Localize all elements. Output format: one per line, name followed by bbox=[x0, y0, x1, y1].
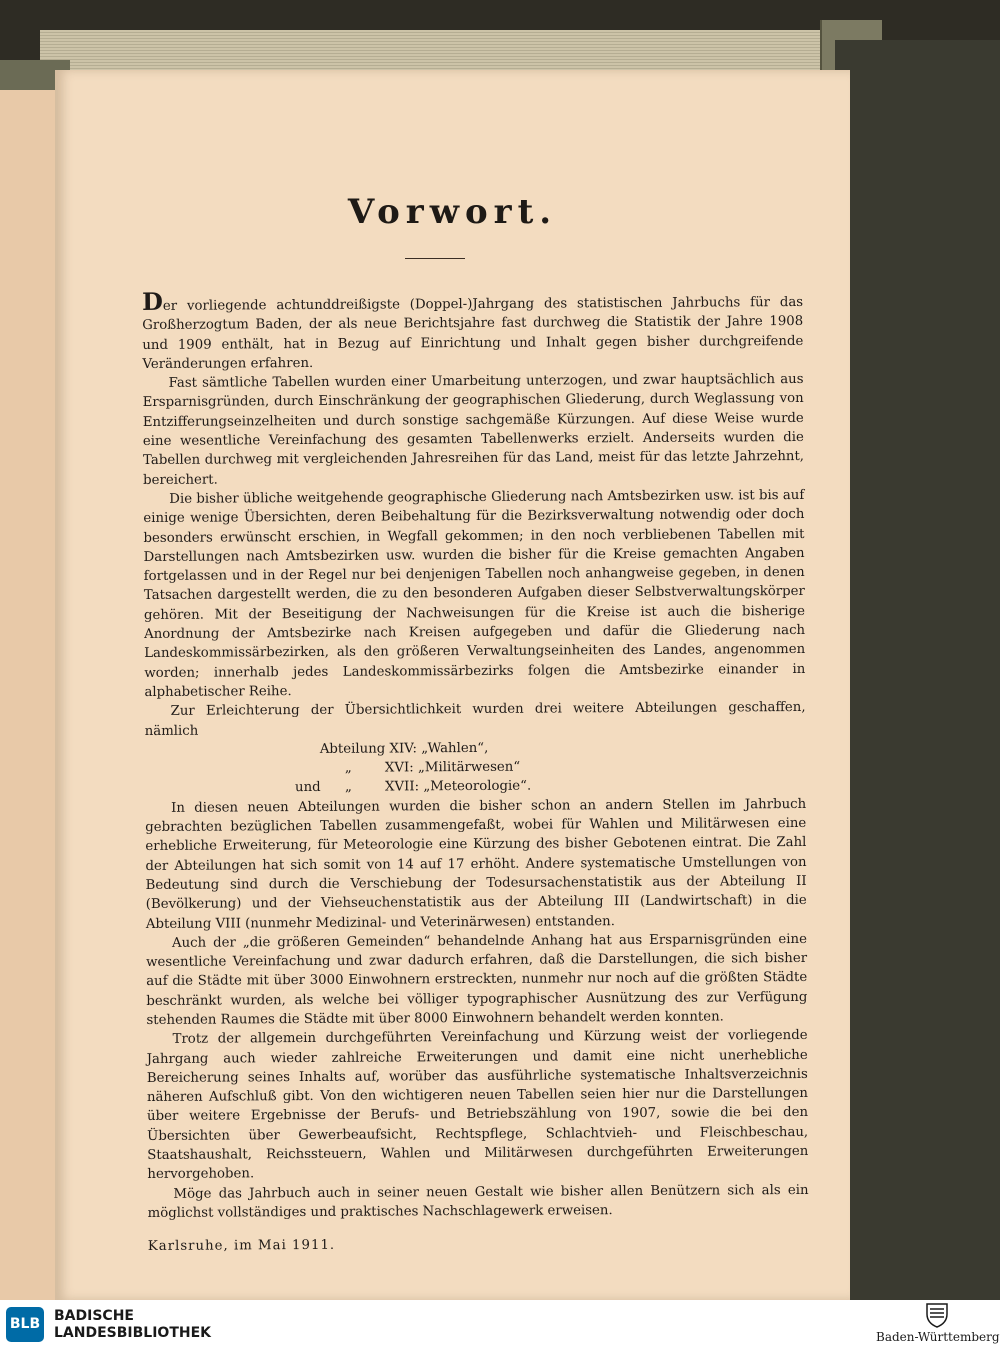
book-cover-right bbox=[835, 40, 1000, 1300]
paragraph-2: Fast sämtliche Tabellen wurden einer Umarbeitung unterzogen, und zwar hauptsächlich aus Ersparnisgründen, durch Einschränkung der geographischen Gliederung, durch Weglassung von Entzifferungseinzelheiten und durch sonstige sachgemäße Kürzungen. Auf diese Weise wurde eine wesentliche Vereinfachung des gesamten Tabellenwerks erzielt. Anderseits wurden die Tabellen durchweg mit vergleichenden Jahresreihen für das Land, meist für das letzte Jahrzehnt, bereichert. bbox=[142, 372, 805, 488]
division-label: XVI: „Militärwesen“ bbox=[384, 759, 521, 776]
und-word: und bbox=[294, 780, 321, 796]
blb-name-line1: BADISCHE bbox=[54, 1308, 134, 1324]
drop-cap: D bbox=[141, 286, 163, 316]
blb-logo[interactable]: BLB bbox=[6, 1307, 44, 1342]
division-xvii bbox=[145, 775, 806, 798]
body-text bbox=[142, 288, 809, 1257]
footer-bar bbox=[0, 1300, 1000, 1349]
paragraph-4: Zur Erleichterung der Übersichtlichkeit wurden drei weitere Abteilungen geschaffen, nämlich bbox=[144, 700, 806, 739]
paragraph-7: Trotz der allgemein durchgeführten Vereinfachung und Kürzung weist der vorliegende Jahrgang auch wieder zahlreiche Erweiterungen und damit eine nicht unerhebliche Bereicherung seines Inhalts auf, worüber das ausführliche systematische Inhaltsverzeichnis näheren Aufschluß gibt. Von den wichtigeren neuen Tabellen seien hier nur die Darstellungen über weitere Ergebnisse der Berufs- und Betriebszählung von 1907, sowie die bei den Übersichten über Gewerbeaufsicht, Rechtspflege, Schlachtvieh- und Fleischbeschau, Staatshaushalt, Reichssteuern, Wahlen und Militärwesen durchgeführten Erweiterungen hervorgehoben. bbox=[146, 1028, 809, 1183]
paragraph-6: Auch der „die größeren Gemeinden“ behandelnde Anhang hat aus Ersparnisgründen eine wesentliche Vereinfachung und zwar dadurch erfahren, daß die Darstellungen, die sich bisher auf die Städte mit über 3000 Einwohnern erstreckten, nunmehr nur noch auf die größten Städte beschränkt wurden, als welche bei völliger typographischer Ausnützung des zur Verfügung stehenden Raumes die Städte mit über 8000 Einwohnern behandelt werden konnten. bbox=[146, 931, 808, 1028]
coat-of-arms-icon bbox=[925, 1302, 949, 1328]
blb-name[interactable] bbox=[54, 1308, 211, 1342]
title-rule bbox=[405, 258, 465, 259]
paragraph-8: Möge das Jahrbuch auch in seiner neuen Gestalt wie bisher allen Benützern sich als ein möglichst vollständiges und praktisches Nachschlagewerk erweisen. bbox=[147, 1182, 809, 1221]
document-page bbox=[55, 70, 850, 1300]
ditto-mark: „ bbox=[344, 760, 352, 776]
baden-wuerttemberg-label: Baden-Württemberg bbox=[876, 1330, 1000, 1344]
paragraph-1-text: er vorliegende achtunddreißigste (Doppel-)Jahrgang des statistischen Jahrbuchs für das Großherzogtum Baden, der als neue Berichtsjahre fast durchweg die Statistik der Jahre 1908 und 1909 enthält, hat in Bezug auf Einrichtung und Inhalt gegen bisher durchgreifende Veränderungen erfahren. bbox=[142, 294, 804, 372]
paragraph-3: Die bisher übliche weitgehende geographische Gliederung nach Amtsbezirken usw. ist bis auf einige wenige Übersichten, deren Beibehaltung für die Bezirksverwaltung notwendig oder doch besonders erwünscht erschien, in Wegfall gekommen; in den noch verbliebenen Tabellen mit Darstellungen nach Amtsbezirken usw. wurden die bisher für die Kreise gemachten Angaben fortgelassen und in der Regel nur bei denjenigen Tabellen noch anhangweise gegeben, in denen Tatsachen dargestellt werden, die zu den besonderen Aufgaben dieser Selbstverwaltungskörper gehören. Mit der Beseitigung der Nachweisungen für die Kreise ist auch die bisherige Anordnung der Amtsbezirke nach Kreisen aufgegeben und dafür die Gliederung nach Landeskommissärbezirken, als den größeren Verwaltungseinheiten des Landes, angenommen worden; innerhalb jedes Landeskommissärbezirks folgen die Amtsbezirke einander in alphabetischer Reihe. bbox=[143, 487, 806, 700]
place-date-signature: Karlsruhe, im Mai 1911. bbox=[147, 1238, 336, 1255]
paragraph-5: In diesen neuen Abteilungen wurden die bisher schon an andern Stellen im Jahrbuch gebrachten bezüglichen Tabellen zusammengefaßt, wobei für Wahlen und Militärwesen eine erhebliche Erweiterung, für Meteorologie eine Kürzung des bisher Gebotenen eintrat. Die Zahl der Abteilungen hat sich somit von 14 auf 17 erhöht. Andere systematische Umstellungen von Bedeutung sind durch die Verschiebung der Todesursachenstatistik aus der Abteilung II (Bevölkerung) und der Viehseuchenstatistik aus der Abteilung III (Landwirtschaft) in die Abteilung VIII (nunmehr Medizinal- und Veterinärwesen) entstanden. bbox=[145, 796, 807, 932]
division-label: Abteilung XIV: „Wahlen“, bbox=[319, 740, 489, 757]
page-title: Vorwort. bbox=[347, 192, 558, 232]
left-page bbox=[0, 90, 60, 1300]
ditto-mark: „ bbox=[344, 780, 352, 796]
division-label: XVII: „Meteorologie“. bbox=[384, 779, 532, 795]
blb-name-line2: LANDESBIBLIOTHEK bbox=[54, 1325, 212, 1341]
paragraph-1 bbox=[142, 288, 803, 374]
division-list bbox=[145, 737, 806, 799]
